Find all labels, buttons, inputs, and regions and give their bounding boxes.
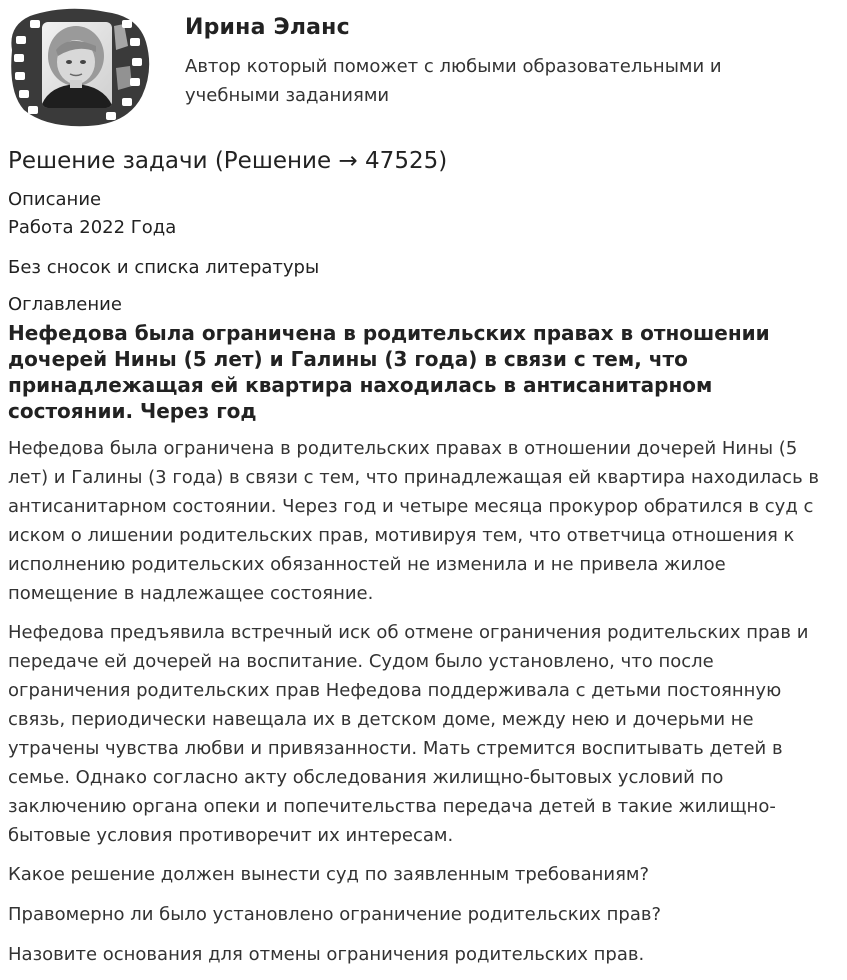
- author-avatar: [6, 6, 154, 128]
- task-question: Назовите основания для отмены ограничения родительских прав.: [8, 944, 645, 965]
- task-question: Правомерно ли было установлено ограничение родительских прав?: [8, 904, 662, 925]
- description-label: Описание: [8, 189, 102, 210]
- toc-label: Оглавление: [8, 294, 122, 315]
- author-card: [6, 6, 836, 128]
- task-question: Какое решение должен вынести суд по заявленным требованиям?: [8, 864, 650, 885]
- notes-info: Без сносок и списка литературы: [8, 257, 320, 278]
- task-headline: Нефедова была ограничена в родительских правах в отношении дочерей Нины (5 лет) и Галины (3 года) в связи с тем, что принадлежащая ей квартира находилась в антисанитарном состоянии. Через год: [8, 321, 770, 423]
- task-content: [8, 434, 840, 980]
- author-description: Автор который поможет с любыми образовательными и учебными заданиями: [185, 56, 722, 106]
- author-name: Ирина Эланс: [185, 15, 350, 40]
- page-title: Решение задачи (Решение → 47525): [8, 148, 448, 174]
- task-paragraph: Нефедова предъявила встречный иск об отмене ограничения родительских прав и передаче ей дочерей на воспитание. Судом было установлено, что после ограничения родительских прав Нефедова поддерживала с детьми постоянную связь, периодически навещала их в детском доме, между нею и дочерьми не утрачены чувства любви и привязанности. Мать стремится воспитывать детей в семье. Однако согласно акту обследования жилищно-бытовых условий по заключению органа опеки и попечительства передача детей в такие жилищно-бытовые условия противоречит их интересам.: [8, 622, 809, 846]
- work-year: Работа 2022 Года: [8, 217, 177, 238]
- film-strip-portrait-icon: [6, 6, 154, 128]
- task-paragraph: Нефедова была ограничена в родительских правах в отношении дочерей Нины (5 лет) и Галины (3 года) в связи с тем, что принадлежащая ей квартира находилась в антисанитарном состоянии. Через год и четыре месяца прокурор обратился в суд с иском о лишении родительских прав, мотивируя тем, что ответчица отношения к исполнению родительских обязанностей не изменила и не привела жилое помещение в надлежащее состояние.: [8, 438, 820, 604]
